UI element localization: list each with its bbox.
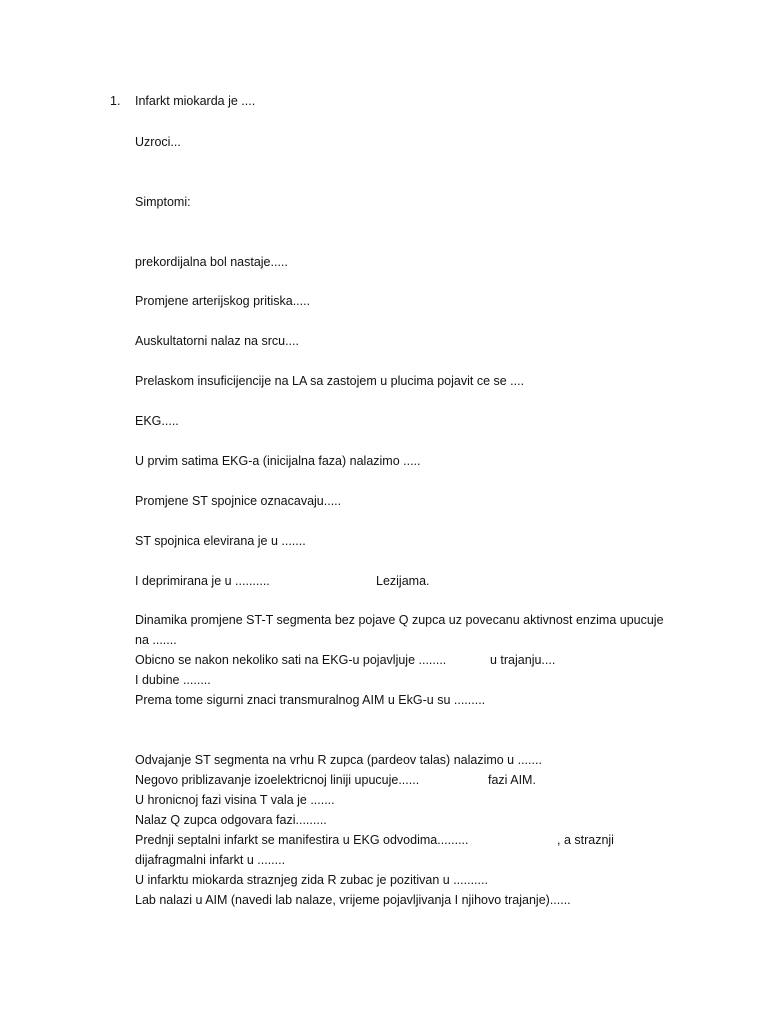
line-auskultacija: Auskultatorni nalaz na srcu.... — [135, 334, 299, 348]
line-prelaskom: Prelaskom insuficijencije na LA sa zastojem u plucima pojavit ce se .... — [135, 374, 525, 388]
line-prvim-satima: U prvim satima EKG-a (inicijalna faza) nalazimo ..... — [135, 454, 421, 468]
line-lab: Lab nalazi u AIM (navedi lab nalaze, vrijeme pojavljivanja I njihovo trajanje)...... — [135, 893, 571, 907]
line-dijafragmalni: dijafragmalni infarkt u ........ — [135, 853, 286, 867]
line-st-elevirana: ST spojnica elevirana je u ....... — [135, 534, 306, 548]
line-septalni: Prednji septalni infarkt se manifestira u EKG odvodima......... — [135, 833, 469, 847]
line-nalaz-q: Nalaz Q zupca odgovara fazi......... — [135, 813, 327, 827]
line-st-spojnice: Promjene ST spojnice oznacavaju..... — [135, 494, 342, 508]
line-straznji: , a straznji — [557, 833, 614, 847]
line-bol: prekordijalna bol nastaje..... — [135, 255, 288, 269]
line-pritisak: Promjene arterijskog pritiska..... — [135, 294, 311, 308]
line-deprimirana: I deprimirana je u .......... — [135, 574, 270, 588]
line-priblizavanje: Negovo priblizavanje izoelektricnoj liniji upucuje...... — [135, 773, 420, 787]
line-dubine: I dubine ........ — [135, 673, 211, 687]
line-lezijama: Lezijama. — [376, 574, 430, 588]
line-hronicnoj: U hronicnoj fazi visina T vala je ....... — [135, 793, 335, 807]
line-dinamika-1: Dinamika promjene ST-T segmenta bez pojave Q zupca uz povecanu aktivnost enzima upucuje — [135, 613, 664, 627]
line-straznjeg-zida: U infarktu miokarda straznjeg zida R zubac je pozitivan u .......... — [135, 873, 488, 887]
question-number: 1. — [110, 94, 121, 108]
line-prema-tome: Prema tome sigurni znaci transmuralnog AIM u EkG-u su ......... — [135, 693, 486, 707]
line-obicno: Obicno se nakon nekoliko sati na EKG-u pojavljuje ........ — [135, 653, 447, 667]
line-dinamika-2: na ....... — [135, 633, 177, 647]
line-u-trajanju: u trajanju.... — [490, 653, 556, 667]
line-uzroci: Uzroci... — [135, 135, 181, 149]
line-odvajanje: Odvajanje ST segmenta na vrhu R zupca (pardeov talas) nalazimo u ....... — [135, 753, 542, 767]
line-ekg: EKG..... — [135, 414, 179, 428]
line-simptomi: Simptomi: — [135, 195, 191, 209]
line-fazi-aim: fazi AIM. — [488, 773, 536, 787]
question-title: Infarkt miokarda je .... — [135, 94, 256, 108]
